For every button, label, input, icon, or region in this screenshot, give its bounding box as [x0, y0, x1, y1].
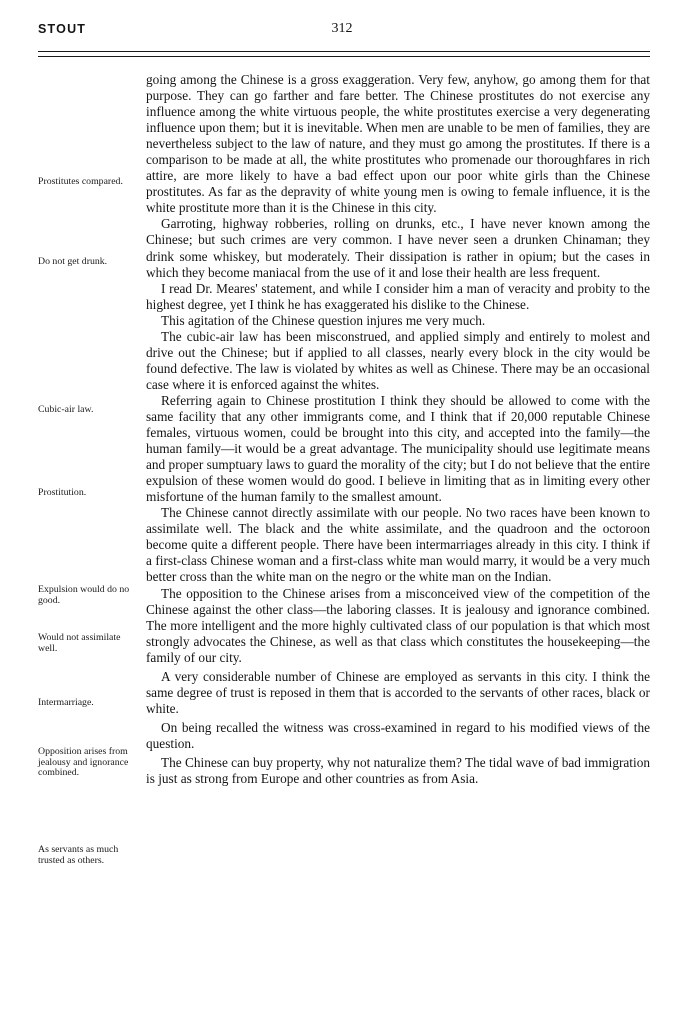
- paragraph: The Chinese can buy property, why not naturalize them? The tidal wave of bad immigration is just as strong from Europe and other countries as from Asia.: [146, 754, 650, 787]
- body-text: [146, 72, 650, 787]
- paragraph: I read Dr. Meares' statement, and while I consider him a man of veracity and probity to the highest degree, yet I think he has exaggerated his dislike to the Chinese.: [146, 280, 650, 312]
- paragraph: going among the Chinese is a gross exaggeration. Very few, anyhow, go among them for that purpose. They can go farther and fare better. The Chinese prostitutes do not exercise any influence among the white virtuous people, the white prostitutes exercise a very degenerating influence upon them; but it is inevitable. When men are unable to be men of families, they are nevertheless subject to the law of nature, and they must go among the prostitutes. If there is a comparison to be made at all, the white prostitutes who promenade our thoroughfares in rich attire, are more likely to have a bad effect upon our poor white girls than the Chinese prostitutes. As far as the depravity of white young men is owing to female influence, it is the white prostitute more than it is the Chinese in this city.: [146, 72, 650, 216]
- paragraph: Garroting, highway robberies, rolling on drunks, etc., I have never known among the Chinese; but such crimes are very common. I have never seen a drunken Chinaman; they drink some whiskey, but moderately. Their dissipation is rather in opium; but the cases in which they become maniacal from the use of it and lose their health are less frequent.: [146, 216, 650, 280]
- side-note-do-not-get-drunk: Do not get drunk.: [38, 256, 108, 267]
- side-note-intermarriage: Intermarriage.: [38, 697, 94, 708]
- paragraph: A very considerable number of Chinese are employed as servants in this city. I think the same degree of trust is reposed in them that is accorded to the servants of other races, black or white.: [146, 668, 650, 716]
- side-note-opposition: Opposition arises from jealousy and ignorance combined.: [38, 746, 129, 778]
- header-rule-thin: [38, 56, 650, 57]
- paragraph: This agitation of the Chinese question injures me very much.: [161, 312, 486, 328]
- paragraph: On being recalled the witness was cross-examined in regard to his modified views of the question.: [146, 719, 650, 751]
- running-head: STOUT: [38, 22, 87, 36]
- side-note-assimilate: Would not assimilate well.: [38, 632, 121, 654]
- side-note-expulsion: Expulsion would do no good.: [38, 584, 130, 606]
- side-note-prostitutes-compared: Prostitutes compared.: [38, 176, 123, 187]
- page-header: [38, 22, 646, 38]
- paragraph: The cubic-air law has been misconstrued, and applied simply and entirely to molest and drive out the Chinese; but if applied to all classes, nearly every block in the city would be found defective. The law is violated by whites as well as Chinese. There may be an occasional case where it is enforced against the whites.: [146, 328, 650, 392]
- side-note-servants: As servants as much trusted as others.: [38, 844, 119, 866]
- side-note-cubic-air-law: Cubic-air law.: [38, 404, 94, 415]
- header-rule-thick: [38, 51, 650, 52]
- page-number: 312: [331, 21, 353, 36]
- paragraph: The Chinese cannot directly assimilate with our people. No two races have been known to assimilate well. The black and the white assimilate, and the quadroon and the octoroon become quite a different people. There have been intermarriages already in this city. I think if a first-class Chinese woman and a first-class white man would marry, it would be a very much better cross than the white man on the negro or the white man on the Indian.: [146, 505, 650, 585]
- side-note-prostitution: Prostitution.: [38, 487, 87, 498]
- paragraph: The opposition to the Chinese arises from a misconceived view of the competition of the Chinese against the other class—the laboring classes. It is jealousy and ignorance combined. The more intelligent and the more highly cultivated class of our population is that which most strongly advocates the Chinese, as well as that class which constitutes the housekeeping—the family of our city.: [146, 585, 650, 665]
- paragraph: Referring again to Chinese prostitution I think they should be allowed to come with the same facility that any other immigrants come, and I think that if 20,000 reputable Chinese females, virtuous women, could be brought into this city, and accepted into the family—the human family—it would be a great advantage. The municipality should use legitimate means and proper sumptuary laws to guard the morality of the city; but I do not believe that the entire expulsion of these women would do good. I believe in limiting that as in limiting every other misfortune of the human family to the smallest amount.: [146, 392, 650, 505]
